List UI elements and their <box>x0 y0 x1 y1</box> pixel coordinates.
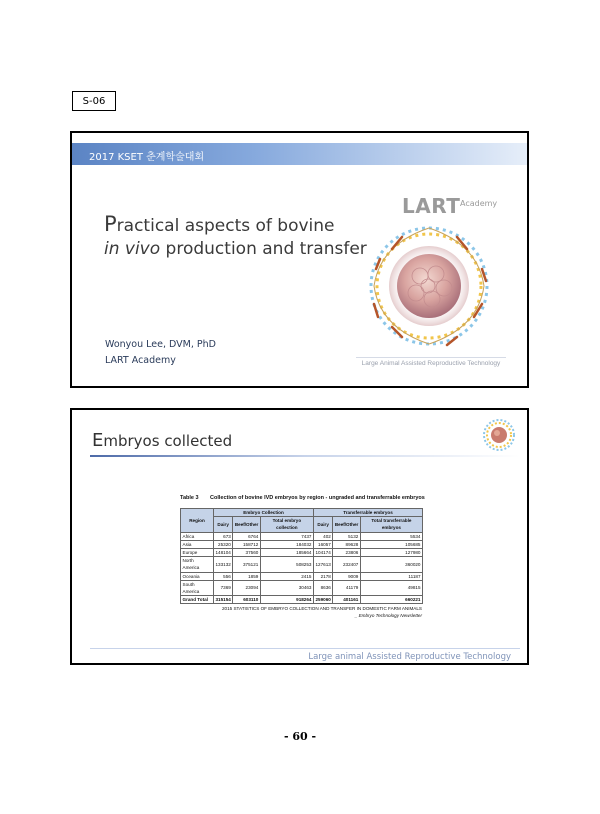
title-slide <box>70 131 529 388</box>
title-underline <box>90 455 520 457</box>
table-source <box>220 606 422 619</box>
author-block <box>105 337 216 369</box>
presentation-title <box>104 213 367 261</box>
table-cell-value: 41179 <box>333 580 361 595</box>
table-cell-value: 232407 <box>333 557 361 572</box>
group-transferrable: Transferrable embryos <box>313 509 422 517</box>
section-tag: S-06 <box>72 91 116 111</box>
table-cell-value: 401161 <box>333 596 361 604</box>
table-cell-value: 30463 <box>260 580 313 595</box>
table-cell-value: 673 <box>213 532 232 540</box>
table-cell-value: 2415 <box>260 572 313 580</box>
footer-rule <box>90 648 520 649</box>
col-dairy-transferrable: Dairy <box>313 517 332 532</box>
title-line2: production and transfer <box>160 239 367 259</box>
table-total-row <box>181 596 423 604</box>
table-cell-value: 402 <box>313 532 332 540</box>
lart-logo-superscript: Academy <box>460 199 498 208</box>
table-cell-value: 360020 <box>360 557 422 572</box>
table-cell-value: 23094 <box>233 580 261 595</box>
table-cell-value: 918264 <box>260 596 313 604</box>
table-cell-region: Grand Total <box>181 596 214 604</box>
table-cell-value: 5534 <box>360 532 422 540</box>
table-cell-region: Africa <box>181 532 214 540</box>
table-cell-value: 89628 <box>333 540 361 548</box>
table-cell-region: North America <box>181 557 214 572</box>
table-row <box>181 540 423 548</box>
source-line2: _ Embryo Technology Newsletter <box>354 612 422 618</box>
table-cell-value: 315154 <box>215 597 231 603</box>
conference-banner-text: 2017 KSET 춘계학술대회 <box>89 152 205 163</box>
conference-banner <box>72 143 527 165</box>
table-cell-value: 16057 <box>313 540 332 548</box>
embryos-slide <box>70 408 529 665</box>
table-row <box>181 580 423 595</box>
table-cell-value: 603110 <box>233 596 261 604</box>
dna-embryo-logo-icon <box>362 219 497 354</box>
slide-title-rest: mbryos collected <box>103 432 233 450</box>
table-cell-value: 105685 <box>360 540 422 548</box>
group-embryo-collection: Embryo Collection <box>213 509 313 517</box>
slide-title-initial: E <box>92 430 104 451</box>
table-number: Table 3 <box>180 495 199 501</box>
table-cell-value: 23806 <box>333 549 361 557</box>
table-cell-region: Asia <box>181 540 214 548</box>
table-cell-value: 104174 <box>315 550 331 556</box>
table-cell-value: 11187 <box>360 572 422 580</box>
source-line1: 2015 STATISTICS OF EMBRYO COLLECTION AND TRANSFER IN DOMESTIC FARM ANIMALS <box>221 606 422 611</box>
col-dairy: Dairy <box>213 517 232 532</box>
table-cell-value: 5132 <box>333 532 361 540</box>
table-cell-value: 25320 <box>213 540 232 548</box>
table-cell-value: 1859 <box>233 572 261 580</box>
table-cell-value: 8636 <box>313 580 332 595</box>
table-row <box>181 532 423 540</box>
table-row <box>181 557 423 572</box>
table-cell-value: 185664 <box>260 549 313 557</box>
table-cell-value: 148104 <box>215 550 231 556</box>
table-cell-region: Oceania <box>181 572 214 580</box>
slide-title <box>92 430 232 451</box>
table-cell-value: 2178 <box>313 572 332 580</box>
lart-logo-text: LART <box>402 194 461 218</box>
title-italic: in vivo <box>104 239 161 259</box>
table-cell-value: 556 <box>213 572 232 580</box>
author-affiliation: LART Academy <box>105 355 176 366</box>
col-total-transferrable: Total transferrable embryos <box>360 517 422 532</box>
table-cell-region: South America <box>181 580 214 595</box>
footer-tagline: Large animal Assisted Reproductive Technology <box>308 652 511 662</box>
title-line1: ractical aspects of bovine <box>116 216 335 236</box>
table-cell-value: 7369 <box>213 580 232 595</box>
lart-tagline: Large Animal Assisted Reproductive Technology <box>356 357 506 367</box>
table-cell-value: 127613 <box>313 557 332 572</box>
table-cell-value: 508253 <box>260 557 313 572</box>
table-cell-value: 259060 <box>315 597 331 603</box>
table-cell-region: Europe <box>181 549 214 557</box>
table-cell-value: 127980 <box>360 549 422 557</box>
table-cell-value: 6764 <box>233 532 261 540</box>
table-cell-value: 660221 <box>360 596 422 604</box>
table-cell-value: 9009 <box>333 572 361 580</box>
author-name: Wonyou Lee, DVM, PhD <box>105 339 216 350</box>
table-row <box>181 572 423 580</box>
lart-embryo-icon <box>482 418 516 452</box>
table-cell-value: 7437 <box>260 532 313 540</box>
title-initial: P <box>104 212 117 236</box>
embryo-table <box>180 508 423 604</box>
table-cell-value: 49815 <box>360 580 422 595</box>
col-beef-transferrable: Beef/Other <box>333 517 361 532</box>
table-caption-text: Collection of bovine IVD embryos by region - ungraded and transferrable embryos <box>210 495 425 501</box>
col-region: Region <box>181 509 214 533</box>
table-cell-value: 37560 <box>233 549 261 557</box>
table-cell-value: 184032 <box>260 540 313 548</box>
col-total-collection: Total embryo collection <box>260 517 313 532</box>
col-beef: Beef/Other <box>233 517 261 532</box>
table-caption <box>180 495 425 501</box>
table-row <box>181 549 423 557</box>
page-number: - 60 - <box>283 730 317 743</box>
table-cell-value: 375121 <box>233 557 261 572</box>
table-cell-value: 133132 <box>213 557 232 572</box>
table-cell-value: 158712 <box>233 540 261 548</box>
